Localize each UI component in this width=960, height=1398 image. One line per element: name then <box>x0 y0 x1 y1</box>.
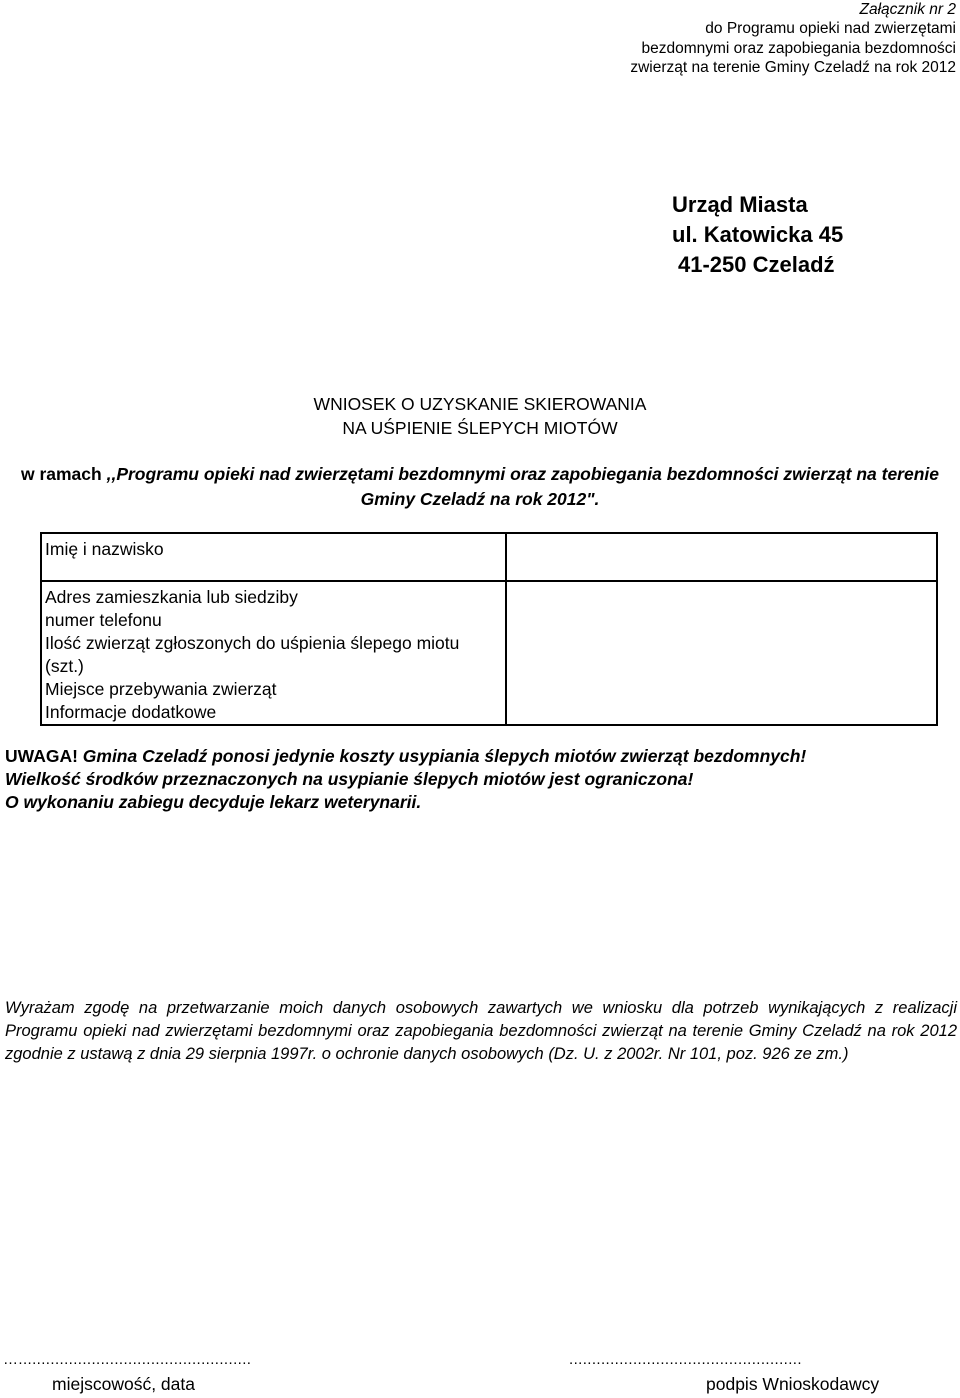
warning-line-2: Wielkość środków przeznaczonych na usypianie ślepych miotów jest ograniczona! <box>5 769 694 789</box>
annex-header <box>536 0 956 77</box>
annex-line-4: zwierząt na terenie Gminy Czeladź na rok 2012 <box>630 58 956 76</box>
place-date-label: miejscowość, data <box>52 1374 195 1394</box>
program-subtitle <box>0 462 960 512</box>
form-row-name <box>41 533 937 581</box>
address-line-1: Urząd Miasta <box>672 192 808 217</box>
location-label: Miejsce przebywania zwierząt <box>45 679 277 699</box>
application-form-table <box>40 532 938 726</box>
annex-line-2: do Programu opieki nad zwierzętami <box>705 20 956 38</box>
info-label: Informacje dodatkowe <box>45 702 217 722</box>
address-label: Adres zamieszkania lub siedziby <box>45 587 298 607</box>
signature-label: podpis Wnioskodawcy <box>706 1374 880 1394</box>
warning-line-3: O wykonaniu zabiegu decyduje lekarz weterynarii. <box>5 792 422 812</box>
subtitle-program-name: ,,Programu opieki nad zwierzętami bezdomnymi oraz zapobiegania bezdomności zwierząt na terenie Gminy Czeladź na rok 2012". <box>106 464 940 509</box>
annex-line-3: bezdomnymi oraz zapobiegania bezdomności <box>641 39 956 57</box>
warning-notice <box>5 745 955 814</box>
subtitle-prefix: w ramach <box>20 464 107 484</box>
name-value-cell[interactable] <box>506 533 937 581</box>
form-row-details <box>41 581 937 725</box>
warning-line-1: Gmina Czeladź ponosi jedynie koszty usypiania ślepych miotów zwierząt bezdomnych! <box>77 746 807 766</box>
address-line-3: 41-250 Czeladź <box>678 252 835 277</box>
title-line-2: NA UŚPIENIE ŚLEPYCH MIOTÓW <box>342 418 618 438</box>
recipient-address <box>672 190 843 280</box>
phone-label: numer telefonu <box>45 610 162 630</box>
details-label-cell <box>41 581 506 725</box>
name-label-cell <box>41 533 506 581</box>
warning-head: UWAGA! <box>5 746 78 766</box>
signature-dotted-line: ................................................... <box>569 1351 802 1368</box>
document-title <box>0 392 960 440</box>
name-label: Imię i nazwisko <box>45 539 164 559</box>
details-value-cell[interactable] <box>506 581 937 725</box>
count-label: Ilość zwierząt zgłoszonych do uśpienia ślepego miotu (szt.) <box>45 633 460 676</box>
address-line-2: ul. Katowicka 45 <box>672 222 844 247</box>
place-date-dotted-line: …................................................... <box>3 1351 252 1368</box>
title-line-1: WNIOSEK O UZYSKANIE SKIEROWANIA <box>313 394 647 414</box>
annex-line-1: Załącznik nr 2 <box>859 1 956 18</box>
data-processing-consent: Wyrażam zgodę na przetwarzanie moich danych osobowych zawartych we wniosku dla potrzeb wynikających z realizacji Programu opieki nad zwierzętami bezdomnymi oraz zapobiegania bezdomności zwierząt na terenie Gminy Czeladź na rok 2012 zgodnie z ustawą z dnia 29 sierpnia 1997r. o ochronie danych osobowych (Dz. U. z 2002r. Nr 101, poz. 926 ze zm.) <box>5 999 957 1064</box>
